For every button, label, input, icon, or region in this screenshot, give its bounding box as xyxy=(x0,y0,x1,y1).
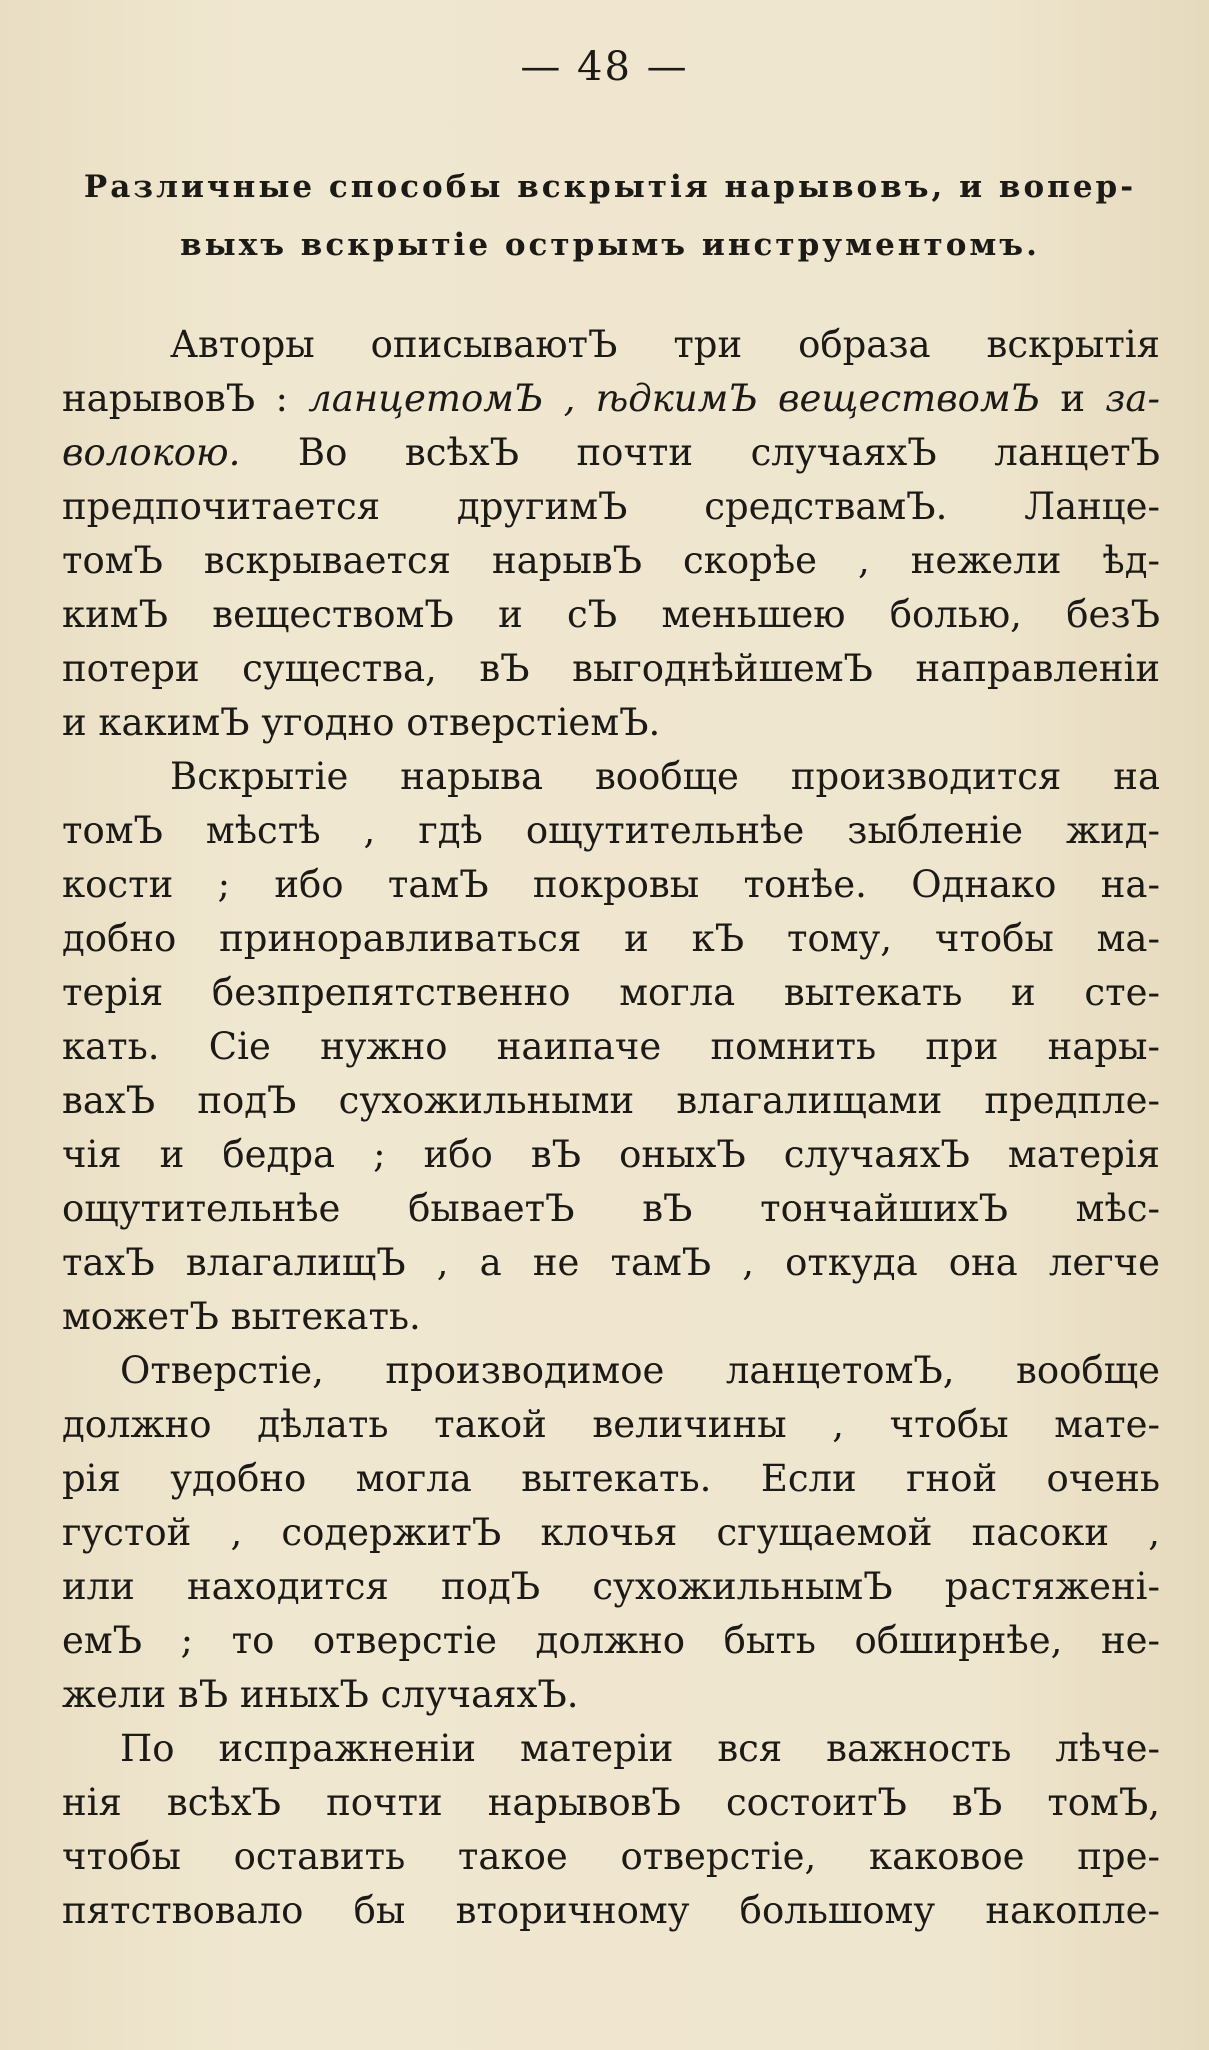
text-line: Отверстіе, производимое ланцетомЪ, вообще xyxy=(120,1349,1160,1392)
text-line: рія удобно могла вытекать. Если гной очень xyxy=(62,1457,1160,1500)
text-line: жели вЪ иныхЪ случаяхЪ. xyxy=(62,1673,579,1716)
heading-line-1: Различные способы вскрытія нарывовъ, и вопер- xyxy=(83,169,1137,205)
text-line: вахЪ подЪ сухожильными влагалищами предпле- xyxy=(62,1079,1160,1122)
heading-line-2: выхъ вскрытіе острымъ инструментомъ. xyxy=(180,227,1040,263)
text-line: емЪ ; то отверстіе должно быть обширнѣе, не- xyxy=(62,1619,1160,1662)
body-text xyxy=(62,318,1160,1938)
text-line xyxy=(62,426,1160,480)
text-segment: Во всѣхЪ почти случаяхЪ ланцетЪ xyxy=(240,431,1160,474)
text-line xyxy=(62,372,1160,426)
text-line: предпочитается другимЪ средствамЪ. Ланце- xyxy=(62,485,1160,528)
text-line: кимЪ веществомЪ и сЪ меньшею болью, безЪ xyxy=(62,593,1160,636)
italic-segment: ланцетомЪ , ѣдкимЪ веществомЪ xyxy=(308,377,1041,420)
text-line: и какимЪ угодно отверстіемЪ. xyxy=(62,701,661,744)
text-line: кать. Сіе нужно наипаче помнить при нары- xyxy=(62,1025,1160,1068)
text-line: чтобы оставить такое отверстіе, каковое пре- xyxy=(62,1835,1160,1878)
text-segment: и xyxy=(1040,377,1106,420)
text-line: или находится подЪ сухожильнымЪ растяжені- xyxy=(62,1565,1160,1608)
italic-segment: за- xyxy=(1105,377,1160,420)
text-line: нія всѣхЪ почти нарывовЪ состоитЪ вЪ томЪ, xyxy=(62,1781,1160,1824)
text-line: можетЪ вытекать. xyxy=(62,1295,421,1338)
section-heading xyxy=(60,158,1160,274)
text-line: пятствовало бы вторичному большому накопле- xyxy=(62,1889,1160,1932)
text-line: Вскрытіе нарыва вообще производится на xyxy=(170,755,1160,798)
text-line: томЪ вскрывается нарывЪ скорѣе , нежели ѣд- xyxy=(62,539,1160,582)
text-segment: нарывовЪ : xyxy=(62,377,309,420)
text-line: кости ; ибо тамЪ покровы тонѣе. Однако на- xyxy=(62,863,1160,906)
text-line: По испражненіи матеріи вся важность лѣче- xyxy=(120,1727,1160,1770)
text-line: густой , содержитЪ клочья сгущаемой пасоки , xyxy=(62,1511,1160,1554)
text-line: тахЪ влагалищЪ , а не тамЪ , откуда она легче xyxy=(62,1241,1160,1284)
text-line: чія и бедра ; ибо вЪ оныхЪ случаяхЪ матерія xyxy=(62,1133,1160,1176)
text-line: томЪ мѣстѣ , гдѣ ощутительнѣе зыбленіе жид- xyxy=(62,809,1160,852)
text-line: Авторы описываютЪ три образа вскрытія xyxy=(170,323,1160,366)
text-line: добно приноравливаться и кЪ тому, чтобы ма- xyxy=(62,917,1160,960)
text-line: ощутительнѣе бываетЪ вЪ тончайшихЪ мѣс- xyxy=(62,1187,1160,1230)
italic-segment: волокою. xyxy=(62,431,241,474)
text-line: потери существа, вЪ выгоднѣйшемЪ направленіи xyxy=(62,647,1160,690)
text-line: должно дѣлать такой величины , чтобы мате- xyxy=(62,1403,1160,1446)
text-line: терія безпрепятственно могла вытекать и сте- xyxy=(62,971,1160,1014)
page-number: — 48 — xyxy=(520,44,689,90)
